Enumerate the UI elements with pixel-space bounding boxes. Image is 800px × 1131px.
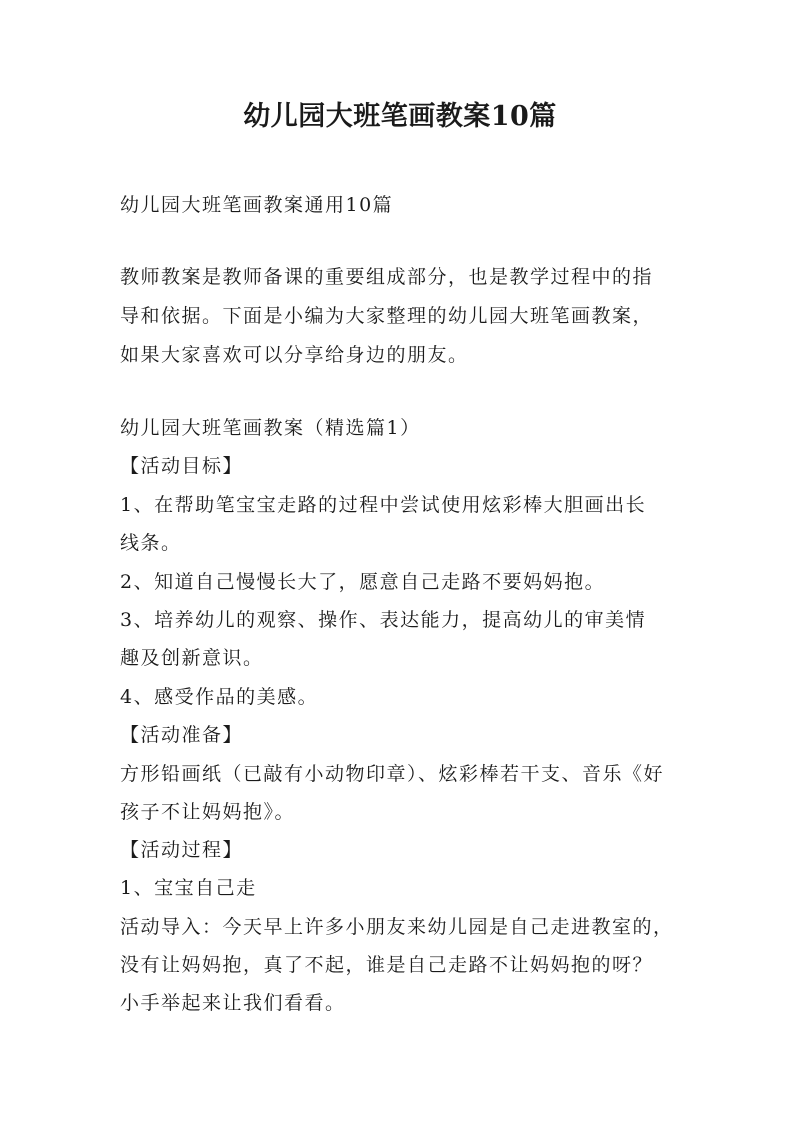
goal-line: 线条。 <box>120 532 182 554</box>
goal-line: 4、感受作品的美感。 <box>120 686 319 708</box>
process-line: 小手举起来让我们看看。 <box>120 992 346 1014</box>
process-line: 1、宝宝自己走 <box>120 877 257 899</box>
goal-line: 趣及创新意识。 <box>120 647 264 669</box>
process-heading: 【活动过程】 <box>120 839 244 861</box>
goal-line: 3、培养幼儿的观察、操作、表达能力，提高幼儿的审美情 <box>120 609 647 631</box>
prep-line: 方形铅画纸（已敲有小动物印章）、炫彩棒若干支、音乐《好 <box>120 763 665 785</box>
document-subtitle: 幼儿园大班笔画教案通用10篇 <box>120 194 394 216</box>
prep-heading: 【活动准备】 <box>120 724 244 746</box>
goal-line: 1、在帮助笔宝宝走路的过程中尝试使用炫彩棒大胆画出长 <box>120 494 647 516</box>
process-line: 没有让妈妈抱，真了不起，谁是自己走路不让妈妈抱的呀？ <box>120 954 654 976</box>
intro-line: 导和依据。下面是小编为大家整理的幼儿园大班笔画教案， <box>120 305 654 327</box>
process-line: 活动导入：今天早上许多小朋友来幼儿园是自己走进教室的， <box>120 916 674 938</box>
intro-line: 教师教案是教师备课的重要组成部分，也是教学过程中的指 <box>120 266 654 288</box>
goals-heading: 【活动目标】 <box>120 455 244 477</box>
section-heading: 幼儿园大班笔画教案（精选篇1） <box>120 417 421 439</box>
intro-line: 如果大家喜欢可以分享给身边的朋友。 <box>120 344 469 366</box>
goal-line: 2、知道自己慢慢长大了，愿意自己走路不要妈妈抱。 <box>120 571 606 593</box>
prep-line: 孩子不让妈妈抱》。 <box>120 801 296 823</box>
document-title: 幼儿园大班笔画教案10篇 <box>243 101 557 132</box>
